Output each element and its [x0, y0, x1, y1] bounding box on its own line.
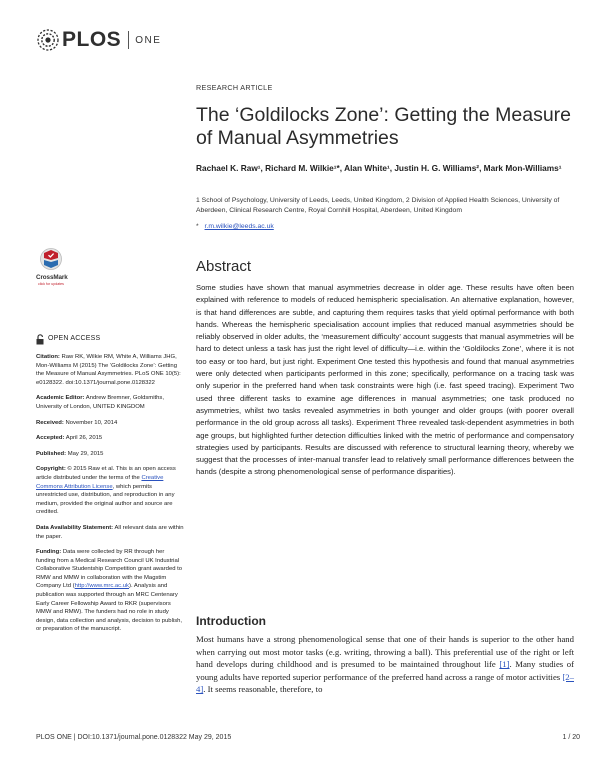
article-type: RESEARCH ARTICLE	[196, 83, 273, 92]
data-availability-text: All relevant data are within the paper.	[36, 524, 184, 540]
license-link[interactable]: Creative Commons Attribution License	[36, 474, 164, 490]
affiliations: 1 School of Psychology, University of Leeds, Leeds, United Kingdom, 2 Division of Applied Health Sciences, University of Aberdeen, Clinical Research Centre, Royal Cornhill Hospital, Aberdeen, United Kingdom	[196, 197, 560, 214]
crossmark-label: CrossMark	[36, 274, 68, 281]
reference-link-1[interactable]: [1]	[499, 659, 510, 669]
crossmark-icon	[39, 247, 63, 273]
funding-label: Funding:	[36, 549, 62, 556]
sidebar	[36, 334, 184, 641]
intro-text-3: . It seems reasonable, therefore, to	[203, 684, 323, 694]
article-title: The ‘Goldilocks Zone’: Getting the Measure of Manual Asymmetries	[196, 104, 572, 149]
editor-text: Andrew Bremner, Goldsmiths, University of London, UNITED KINGDOM	[36, 395, 165, 410]
logo-brand: PLOS	[62, 28, 122, 51]
intro-text-1: Most humans have a strong phenomenological sense that one of their hands is superior to the other hand when carrying out most motor tasks (e.g. writing, throwing a ball). This preferential use of the right or left hand develops during childhood and is presumed to be maintained throughout life	[196, 634, 574, 669]
page-number: 1 / 20	[562, 734, 580, 741]
reference-link-2-4[interactable]: [2–4]	[196, 671, 574, 694]
open-access-badge	[36, 334, 184, 345]
accepted-block	[36, 434, 184, 443]
author-list: Rachael K. Raw¹, Richard M. Wilkie¹*, Alan White¹, Justin H. G. Williams², Mark Mon-Williams¹	[196, 163, 562, 173]
funding-text: Data were collected by RR through her funding from a Medical Research Council UK Industrial Collaborative Studentship Competition grant awarded to RMW and MMW in collaboration with the Magstim Company Ltd (	[36, 549, 183, 590]
correspondence	[196, 223, 274, 230]
introduction-paragraph	[196, 633, 574, 696]
received-block	[36, 419, 184, 428]
footer-citation: PLOS ONE | DOI:10.1371/journal.pone.0128322 May 29, 2015	[36, 734, 232, 741]
citation-label: Citation:	[36, 354, 60, 360]
plos-logo	[36, 28, 161, 52]
received-label: Received:	[36, 419, 64, 426]
abstract-text: Some studies have shown that manual asymmetries decrease in older age. These results have often been explained with reference to models of reduced hemispheric specialisation. An alternative explanation, however, is that hand differences are subtle, and capturing them requires tasks that yield optimal performance with both hands. Whereas the hemispheric specialisation account implies that reduced manual asymmetries should be reliably observed in older adults, the ‘measurement difficulty’ account suggests that manual asymmetries will be hard to detect unless a task has just the right level of difficulty—i.e. within the ‘Goldilocks Zone’, where it is not too easy or too hard, but just right. Experiment One tested this hypothesis and found that manual asymmetries were only detected when participants performed in this zone; specifically, performance on a tracing task was only superior in the preferred hand when task constraints were high (i.e. fast speed tracing). Experiment Two used three different tasks to examine age differences in manual asymmetries; one task produced no asymmetries, whilst two tasks revealed asymmetries in both younger and older groups (with poorer overall performance in the old group across all tasks). Experiment Three revealed task-dependent asymmetries in both age groups, but highlighted further detection difficulties linked with the metric of performance and compensatory strategies used by participants. Results are discussed with reference to structural learning theory, whereby we suggest that the processes of inter-manual transfer lead to relatively small performance differences between the hands (despite a strong phenomenological sense of performance disparities).	[196, 283, 574, 477]
published-date: May 29, 2015	[67, 450, 104, 457]
funding-block	[36, 548, 184, 634]
correspondence-marker: *	[196, 223, 199, 230]
logo-divider	[128, 31, 129, 49]
accepted-label: Accepted:	[36, 435, 65, 442]
copyright-block	[36, 465, 184, 517]
open-lock-icon	[36, 334, 44, 345]
intro-text-2: . Many studies of young adults have reported superior performance of the preferred hand across a range of motor activities	[196, 659, 574, 682]
copyright-label: Copyright:	[36, 466, 66, 473]
logo-journal: ONE	[135, 34, 162, 46]
received-date: November 10, 2014	[65, 419, 118, 426]
crossmark-badge[interactable]	[36, 247, 66, 286]
editor-block	[36, 394, 184, 411]
copyright-text: © 2015 Raw et al. This is an open access article distributed under the terms of the	[36, 466, 176, 481]
page-footer	[36, 734, 580, 741]
crossmark-sub: click for updates	[38, 282, 64, 286]
editor-label: Academic Editor:	[36, 395, 85, 402]
plos-logo-icon	[36, 28, 60, 52]
open-access-label: OPEN ACCESS	[48, 335, 101, 343]
correspondence-email-link[interactable]: r.m.wilkie@leeds.ac.uk	[204, 223, 274, 230]
published-label: Published:	[36, 450, 67, 457]
data-availability-label: Data Availability Statement:	[36, 524, 114, 531]
published-block	[36, 450, 184, 459]
citation-block	[36, 353, 184, 387]
accepted-date: April 26, 2015	[65, 435, 103, 442]
funding-text-end: ). Analysis and publication was supported through an MRC Centenary Early Career Fellowship Award to RKR (supervisors MMW and RMW). The funders had no role in study design, data collection and analysis, decision to publish, or preparation of the manuscript.	[36, 583, 183, 633]
citation-text: Raw RK, Wilkie RM, White A, Williams JHG, Mon-Williams M (2015) The ‘Goldilocks Zone’: Getting the Measure of Manual Asymmetries. PLoS ONE 10(5): e0128322. doi:10.1371/journal.pone.0128322	[36, 354, 181, 386]
copyright-text-end: , which permits unrestricted use, distribution, and reproduction in any medium, provided the original author and source are credited.	[36, 483, 175, 516]
data-availability-block	[36, 524, 184, 541]
mrc-link[interactable]: http://www.mrc.ac.uk	[74, 583, 129, 590]
introduction-heading: Introduction	[196, 614, 266, 628]
abstract-heading: Abstract	[196, 258, 252, 275]
